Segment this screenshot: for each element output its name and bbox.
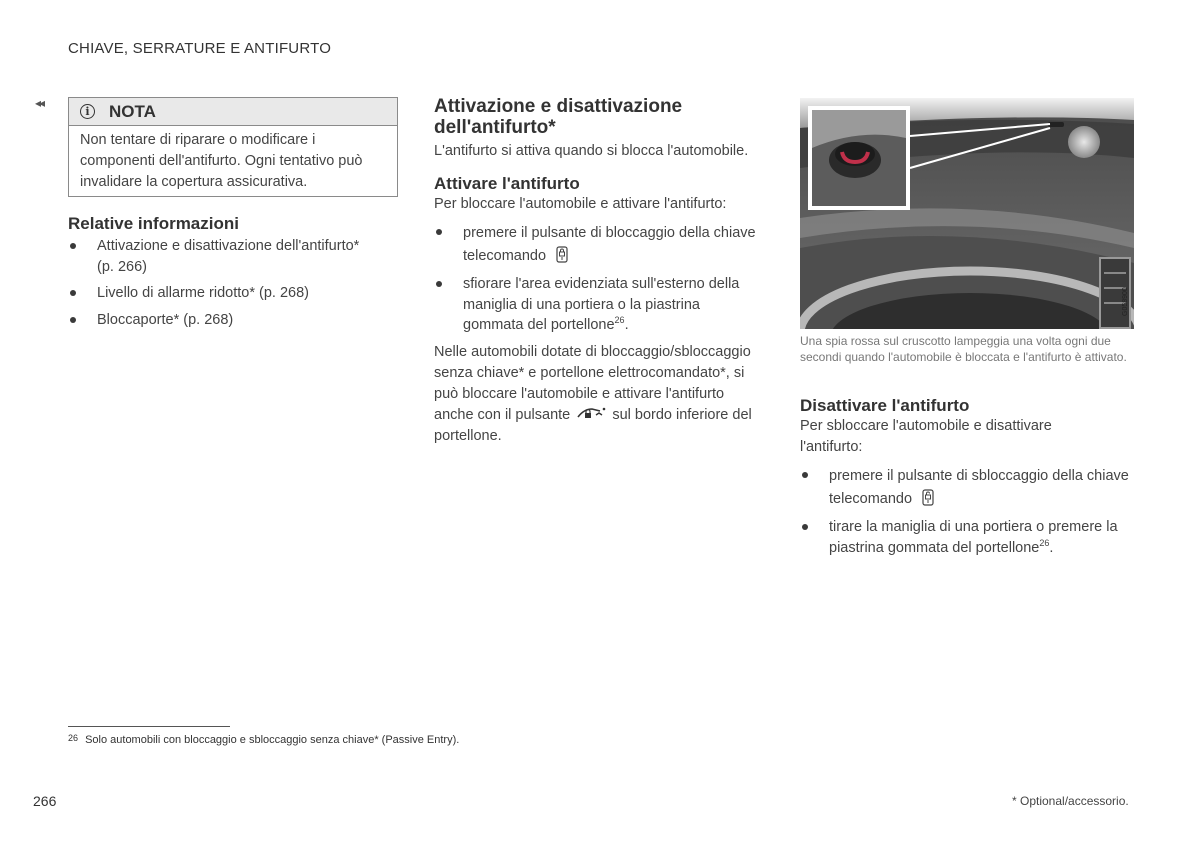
dashboard-illustration (800, 98, 1134, 329)
related-info-list (68, 236, 398, 330)
keyless-paragraph (434, 342, 762, 447)
list-item (800, 465, 1134, 511)
deactivate-list (800, 465, 1134, 558)
section-intro: L'antifurto si attiva quando si blocca l'automobile. (434, 143, 749, 159)
key-lock-icon (556, 246, 568, 263)
page-number: 266 (33, 793, 57, 809)
activate-bullet-1: premere il pulsante di bloccaggio della chiave telecomando (463, 225, 756, 264)
image-caption: Una spia rossa sul cruscotto lampeggia una volta ogni due secondi quando l'automobile è bloccata e l'antifurto è attivato. (800, 334, 1127, 364)
optional-note: * Optional/accessorio. (1012, 794, 1129, 808)
related-info-section (68, 214, 398, 336)
deactivate-section (800, 396, 1134, 564)
activate-bullet-2: sfiorare l'area evidenziata sull'esterno della maniglia di una portiera o la piastrina gommata del portellone (463, 276, 740, 333)
note-text: Non tentare di riparare o modificare i componenti dell'antifurto. Ogni tentativo può invalidare la copertura assicurativa. (80, 132, 363, 190)
middle-column (434, 96, 764, 447)
info-icon: i (80, 104, 95, 119)
footnote-text: Solo automobili con bloccaggio e sbloccaggio senza chiave* (Passive Entry). (85, 734, 460, 746)
image-code: G058900 (1122, 287, 1129, 316)
activate-list (434, 222, 764, 336)
note-header (69, 98, 397, 126)
list-item (434, 222, 764, 268)
footnote-ref[interactable]: 26 (614, 315, 625, 326)
section-title: Attivazione e disattivazione dell'antifurto* (434, 96, 683, 138)
related-info-heading: Relative informazioni (68, 214, 239, 233)
note-title: NOTA (109, 101, 156, 121)
footnote (68, 733, 459, 746)
chapter-title: CHIAVE, SERRATURE E ANTIFURTO (68, 40, 332, 57)
activate-heading: Attivare l'antifurto (434, 173, 580, 193)
activate-intro: Per bloccare l'automobile e attivare l'antifurto: (434, 195, 727, 212)
footnote-number: 26 (68, 733, 79, 743)
key-unlock-icon (922, 489, 934, 506)
dashboard-image (800, 98, 1134, 329)
deactivate-bullet-2: tirare la maniglia di una portiera o premere la piastrina gommata del portellone (829, 519, 1118, 556)
back-arrows-icon[interactable]: ◂◂ (35, 96, 44, 110)
deactivate-bullet-1: premere il pulsante di sbloccaggio della chiave telecomando (829, 468, 1129, 507)
keyless-text: Nelle automobili dotate di bloccaggio/sbloccaggio senza chiave* e portellone elettrocomandato*, si può bloccare l'automobile e attivare l'antifurto anche con il pulsante (434, 343, 751, 423)
related-link-door-lock[interactable]: Bloccaporte* (p. 268) (68, 310, 398, 331)
footnote-ref[interactable]: 26 (1039, 537, 1050, 548)
deactivate-heading: Disattivare l'antifurto (800, 396, 970, 415)
punctuation: . (1049, 539, 1054, 556)
list-item (434, 274, 764, 336)
related-link-activation[interactable]: Attivazione e disattivazione dell'antifurto* (p. 266) (68, 236, 398, 277)
keyless-text-end: sul bordo inferiore del portellone. (434, 406, 752, 444)
note-box (68, 97, 398, 197)
deactivate-intro: Per sbloccare l'automobile e disattivare l'antifurto: (800, 418, 1052, 455)
footnote-divider (68, 726, 230, 727)
related-link-reduced-alarm[interactable]: Livello di allarme ridotto* (p. 268) (68, 283, 398, 304)
punctuation: . (624, 317, 629, 333)
list-item (800, 517, 1134, 558)
tailgate-lock-icon (576, 406, 606, 420)
